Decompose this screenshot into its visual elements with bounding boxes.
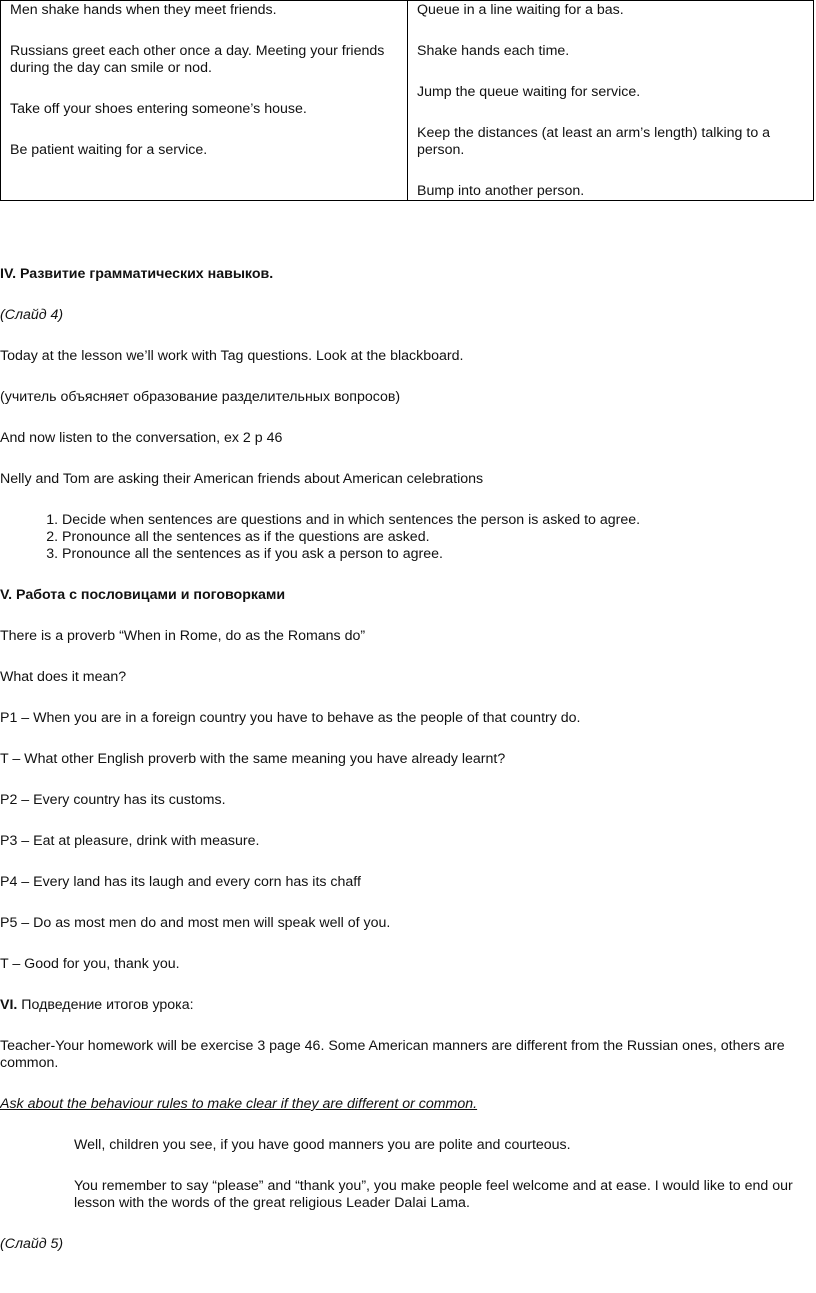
dialogue-line: What does it mean? (0, 669, 127, 685)
closing-paragraph: Well, children you see, if you have good manners you are polite and courteous. (74, 1137, 571, 1153)
dialogue-line: P2 – Every country has its customs. (0, 792, 226, 808)
comparison-table (0, 0, 814, 201)
table-cell-left (1, 1, 408, 200)
section-4-heading: IV. Развитие грамматических навыков. (0, 266, 274, 282)
paragraph: And now listen to the conversation, ex 2 p 46 (0, 430, 283, 446)
dialogue-line: T – Good for you, thank you. (0, 956, 180, 972)
paragraph: Today at the lesson we’ll work with Tag questions. Look at the blackboard. (0, 348, 464, 364)
section-6-title: Подведение итогов урока: (17, 997, 194, 1013)
dialogue-line: P1 – When you are in a foreign country you have to behave as the people of that country do. (0, 710, 581, 726)
table-left-line: Be patient waiting for a service. (10, 142, 208, 158)
paragraph: (учитель объясняет образование разделительных вопросов) (0, 389, 401, 405)
table-left-line: Take off your shoes entering someone’s house. (10, 101, 307, 117)
list-item: 1. Decide when sentences are questions and in which sentences the person is asked to agree. (62, 512, 816, 529)
section-6-heading (0, 997, 816, 1014)
homework-paragraph: Teacher-Your homework will be exercise 3 page 46. Some American manners are different from the Russian ones, others are common. (0, 1038, 785, 1071)
dialogue-line: There is a proverb “When in Rome, do as the Romans do” (0, 628, 366, 644)
table-right-line: Shake hands each time. (417, 43, 570, 59)
dialogue-line: P5 – Do as most men do and most men will speak well of you. (0, 915, 391, 931)
table-left-line: Russians greet each other once a day. Meeting your friends during the day can smile or nod. (10, 43, 385, 76)
table-right-line: Jump the queue waiting for service. (417, 84, 641, 100)
table-cell-right (408, 1, 813, 200)
dialogue-line: P4 – Every land has its laugh and every corn has its chaff (0, 874, 361, 890)
table-right-line: Queue in a line waiting for a bas. (417, 2, 624, 18)
slide-5-label: (Слайд 5) (0, 1236, 64, 1252)
closing-paragraph: You remember to say “please” and “thank you”, you make people feel welcome and at ease. I would like to end our lesson with the words of the great religious Leader Dalai Lama. (74, 1178, 793, 1211)
table-left-line: Men shake hands when they meet friends. (10, 2, 277, 18)
list-item: 3. Pronounce all the sentences as if you ask a person to agree. (62, 546, 816, 563)
task-instruction: Ask about the behaviour rules to make clear if they are different or common. (0, 1096, 478, 1112)
task-list (0, 512, 816, 563)
dialogue-line: T – What other English proverb with the same meaning you have already learnt? (0, 751, 506, 767)
document-body (0, 266, 816, 1253)
dialogue-line: P3 – Eat at pleasure, drink with measure. (0, 833, 260, 849)
slide-4-label: (Слайд 4) (0, 307, 64, 323)
section-6-number: VI. (0, 997, 18, 1013)
table-right-line: Bump into another person. (417, 183, 585, 199)
section-5-heading: V. Работа с пословицами и поговорками (0, 587, 286, 603)
paragraph: Nelly and Tom are asking their American friends about American celebrations (0, 471, 484, 487)
list-item: 2. Pronounce all the sentences as if the questions are asked. (62, 529, 816, 546)
table-right-line: Keep the distances (at least an arm’s length) talking to a person. (417, 125, 771, 158)
